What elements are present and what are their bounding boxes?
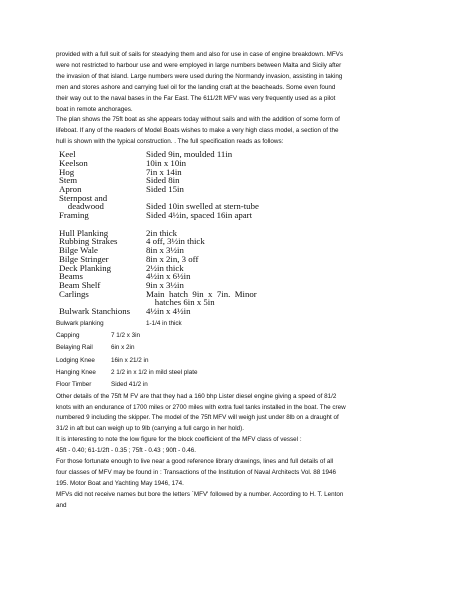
spec-value: 8in x 3½in — [146, 245, 184, 256]
spec-row — [59, 290, 416, 299]
spec-value: 4 off, 3½in thick — [146, 236, 205, 247]
spec-value: 2 1/2 in x 1/2 in mild steel plate — [111, 369, 198, 376]
spec-value: Main hatch 9in x 7in. Minor — [146, 288, 257, 299]
spec-key: Capping — [56, 332, 80, 340]
spec-key: Hanging Knee — [56, 369, 96, 376]
bulwark-planking-row — [56, 318, 416, 330]
spec-row — [59, 307, 416, 316]
spec-value: 4½in x 6½in — [146, 271, 191, 282]
spec-value: 2½in thick — [146, 262, 184, 273]
fittings-table — [56, 330, 416, 391]
text-line: men and stores ashore and carrying fuel oil for the landing craft at the beacheads. Some even found — [56, 83, 336, 91]
spec-key: deadwood — [59, 201, 104, 212]
spec-value: Sided 8in — [146, 175, 180, 186]
closing-paragraph — [56, 392, 416, 512]
intro-paragraph — [56, 50, 416, 148]
text-line: MFVs did not receive names but bore the letters `MFV' followed by a number. According to H. T. Lenton — [56, 490, 344, 498]
spec-key: Framing — [59, 210, 89, 221]
spec-key: Stem — [59, 175, 78, 186]
spec-value: 9in x 3½in — [146, 280, 184, 290]
specification-table — [59, 150, 416, 316]
spec-value: Sided 4½in, spaced 16in apart — [146, 210, 253, 221]
text-line: their way out to the naval bases in the Far East. The 611/2ft MFV was very frequently used as a pilot — [56, 94, 336, 102]
spec-value: hatches 6in x 5in — [146, 297, 215, 308]
spec-key: Beam Shelf — [59, 280, 101, 290]
spec-value: 10in x 10in — [146, 157, 187, 168]
spec-key: Carlings — [59, 288, 89, 299]
spec-row — [59, 272, 416, 281]
spec-row — [59, 211, 416, 220]
text-line: 31/2 in aft but can weigh up to 9lb (carrying a full cargo in her hold). — [56, 425, 244, 433]
spec-key: Deck Planking — [59, 262, 112, 273]
spec-row — [56, 342, 416, 354]
spec-value: Sided 15in — [146, 183, 184, 194]
spec-key: Sternpost and — [59, 192, 108, 203]
spec-value: Sided 10in swelled at stern-tube — [146, 201, 259, 212]
spec-key: Apron — [59, 183, 82, 194]
spec-key: Bulwark Stanchions — [59, 306, 131, 317]
spec-row — [56, 318, 416, 330]
spec-row — [59, 246, 416, 255]
spec-key: Hull Planking — [59, 227, 109, 238]
text-line: hull is shown with the typical construction. . The full specification reads as follows: — [56, 138, 284, 146]
text-line: For those fortunate enough to live near a good reference library drawings, lines and full details of all — [56, 458, 334, 466]
spec-value: 1-1/4 in thick — [146, 319, 182, 327]
spec-key: Rubbing Strakes — [59, 236, 118, 247]
spec-value: 4½in x 4½in — [146, 306, 191, 317]
text-line: and — [56, 501, 67, 509]
text-line: Other details of the 75ft M FV are that they had a 160 bhp Lister diesel engine giving a speed of 81/2 — [56, 392, 337, 400]
spec-value: 7 1/2 x 3in — [111, 332, 141, 340]
spec-row — [59, 150, 416, 159]
spec-gap — [59, 220, 416, 229]
text-line: It is interesting to note the low figure for the block coefficient of the MFV class of vessel : — [56, 436, 302, 444]
text-line: 195. Motor Boat and Yachting May 1946, 174. — [56, 479, 184, 487]
spec-key: Bulwark planking — [56, 319, 104, 327]
text-line: four classes of MFV may be found in : Transactions of the Institution of Naval Architects Vol. 88 1946 — [56, 468, 337, 476]
spec-row — [59, 176, 416, 185]
text-line: boat in remote anchorages. — [56, 105, 133, 113]
spec-value: 8in x 2in, 3 off — [146, 253, 199, 264]
text-line: numbered 9 including the skipper. The model of the 75ft MFV will weigh just under 8lb on a draught of — [56, 414, 339, 422]
spec-value: Sided 41/2 in — [111, 381, 148, 389]
spec-value: 7in x 14in — [146, 166, 182, 177]
spec-key: Floor Timber — [56, 381, 92, 389]
spec-row — [56, 355, 416, 367]
text-line: lifeboat. If any of the readers of Model Boats wishes to make a very high class model, a section of the — [56, 127, 339, 135]
spec-value: 16in x 21/2 in — [111, 356, 149, 364]
spec-key: Bilge Wale — [59, 245, 98, 256]
spec-key: Lodging Knee — [56, 356, 95, 364]
spec-value: Sided 9in, moulded 11in — [146, 149, 233, 160]
spec-row — [59, 255, 416, 264]
text-line: were not restricted to harbour use and were employed in large numbers between Malta and Sicily after — [56, 61, 342, 69]
spec-key: Keelson — [59, 157, 88, 168]
spec-value: 6in x 2in — [111, 344, 135, 352]
spec-row — [59, 185, 416, 194]
spec-row — [59, 159, 416, 168]
spec-row — [56, 367, 416, 379]
spec-value: 2in thick — [146, 227, 178, 238]
spec-key: Bilge Stringer — [59, 253, 109, 264]
text-line: knots with an endurance of 1700 miles or 2700 miles with extra fuel tanks installed in the boat. The crew — [56, 403, 346, 411]
spec-row — [59, 168, 416, 177]
spec-key: Hog — [59, 166, 75, 177]
spec-row — [56, 379, 416, 391]
text-line: The plan shows the 75ft boat as she appears today without sails and with the addition of some form of — [56, 116, 340, 124]
spec-row — [59, 264, 416, 273]
document-page — [56, 50, 416, 512]
spec-row — [56, 330, 416, 342]
text-line: provided with a full suit of sails for steadying them and also for use in case of engine breakdown. MFVs — [56, 51, 344, 58]
spec-key: Keel — [59, 149, 76, 160]
spec-key: Belaying Rail — [56, 344, 93, 352]
spec-row — [59, 237, 416, 246]
spec-key: Beams — [59, 271, 83, 282]
text-line: 45ft - 0.40; 61-1/2ft - 0.35 ; 75ft - 0.43 ; 90ft - 0.46. — [56, 447, 197, 455]
text-line: the invasion of that island. Large numbers were used during the Normandy invasion, assisting in taking — [56, 72, 343, 80]
